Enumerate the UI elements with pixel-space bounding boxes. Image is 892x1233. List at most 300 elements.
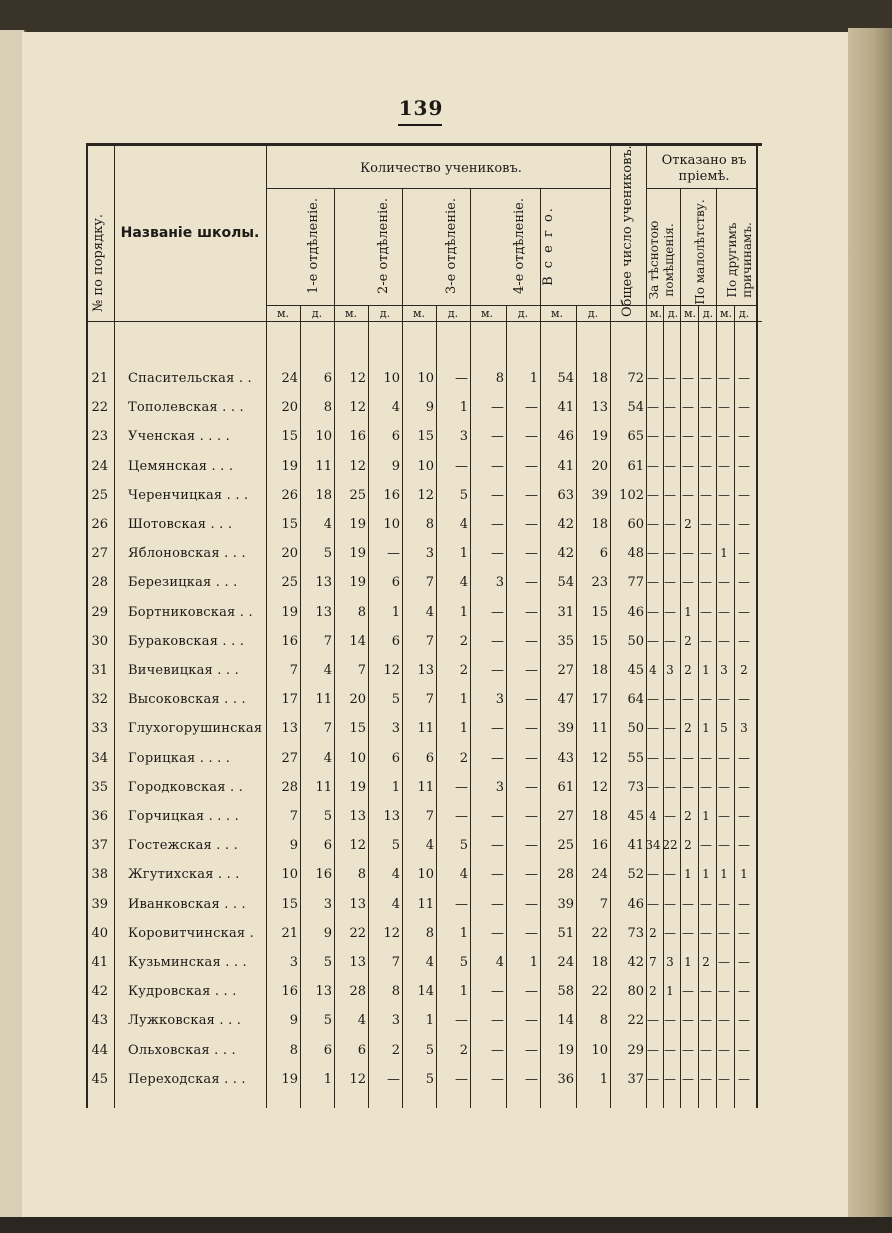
header-dept-4: 4-е отдѣленіе. [512,198,527,294]
data-cell: 6 [599,546,608,562]
data-cell: — [455,809,468,824]
school-name: Шотовская . . . [128,517,233,532]
data-cell: — [700,984,712,999]
data-cell: — [700,750,712,765]
data-cell: 7 [323,633,332,649]
data-cell: 18 [591,517,608,532]
data-cell: 9 [425,400,434,416]
data-cell: — [718,896,730,911]
data-cell: 4 [357,1013,366,1029]
data-cell: 2 [649,984,657,999]
data-cell: 13 [315,575,332,591]
data-cell: 11 [417,896,434,912]
data-cell: 13 [315,604,332,620]
data-cell: 2 [459,750,468,766]
data-cell: — [525,867,538,883]
data-cell: 18 [315,487,332,503]
data-cell: 16 [383,487,400,503]
table-row [86,805,762,829]
data-cell: 7 [289,663,298,678]
data-cell: — [682,575,694,590]
data-cell: 3 [740,721,748,736]
data-cell: 13 [417,663,434,678]
data-cell: 73 [627,779,644,795]
school-name: Глухогорушинская [128,721,263,737]
data-cell: 8 [357,604,366,620]
data-cell: 9 [391,458,400,474]
data-cell: — [491,925,504,941]
data-cell: — [525,429,538,445]
data-cell: 13 [349,809,366,824]
data-cell: — [738,517,750,531]
data-cell: 5 [391,838,400,854]
data-cell: — [664,779,676,794]
school-name: Коровитчинская . [128,925,254,941]
subheader-girls: д. [379,307,391,320]
data-cell: 1 [459,721,468,737]
data-cell: 22 [591,984,608,1000]
data-cell: 60 [627,517,644,532]
data-cell: — [647,692,659,707]
data-cell: — [491,546,504,562]
data-cell: 45 [627,809,644,824]
data-cell: 54 [627,400,644,416]
subheader-boys: м. [683,307,697,320]
data-cell: — [682,1071,694,1086]
data-cell: — [455,371,468,386]
data-cell: — [738,838,750,853]
data-cell: 2 [684,838,692,853]
data-cell: — [718,750,730,765]
data-cell: — [682,984,694,999]
data-cell: — [664,487,676,502]
data-cell: — [738,896,750,911]
data-cell: — [718,809,730,823]
data-cell: 7 [425,575,434,591]
subheader-girls: д. [667,307,679,320]
data-cell: — [682,692,694,707]
data-cell: 3 [720,663,728,677]
data-cell: 63 [557,487,574,503]
school-name: Тополевская . . . [128,400,244,416]
header-refused-space: За тѣснотою помѣщенія. [647,220,676,300]
school-name: Кудровская . . . [128,984,237,1000]
data-cell: — [664,458,676,473]
data-cell: 41 [557,458,574,474]
data-cell: — [718,1071,730,1086]
data-cell: 19 [349,779,366,795]
data-cell: 16 [591,838,608,854]
data-cell: 39 [557,721,574,737]
data-cell: — [455,779,468,795]
table-row [86,893,762,917]
subheader-boys: м. [719,307,733,320]
table-row [86,688,762,712]
data-cell: 8 [425,925,434,941]
data-cell: — [738,604,750,619]
data-cell: 2 [684,809,692,823]
data-cell: 25 [281,575,298,591]
data-cell: 51 [557,925,574,941]
data-cell: 27 [281,750,298,766]
data-cell: — [647,517,659,531]
data-cell: — [738,750,750,765]
data-cell: 3 [323,896,332,912]
row-number: 24 [91,458,108,474]
data-cell: 10 [417,867,434,883]
data-cell: — [525,663,538,678]
subheader-line [266,305,756,306]
data-cell: 80 [627,984,644,1000]
header-dept-3: 3-е отдѣленіе. [444,198,459,294]
data-cell: 7 [425,809,434,824]
header-school-name: Названіе школы. [120,225,260,241]
school-name: Жгутихская . . . [128,867,240,883]
data-cell: — [664,429,676,444]
table-row [86,367,762,391]
data-cell: — [700,925,712,940]
data-cell: — [738,400,750,415]
data-cell: 12 [349,458,366,474]
data-cell: 6 [323,838,332,854]
data-cell: 2 [649,925,657,940]
data-cell: 19 [281,458,298,474]
data-cell: 1 [459,692,468,708]
table-row [86,630,762,654]
data-cell: 5 [425,1071,434,1087]
data-cell: 12 [591,779,608,795]
data-cell: — [647,400,659,415]
data-cell: 1 [459,400,468,416]
data-cell: 18 [591,955,608,970]
data-cell: 34 [645,838,661,853]
data-cell: 4 [459,517,468,532]
data-cell: 1 [720,546,728,561]
data-cell: 1 [702,663,710,677]
data-cell: 39 [591,487,608,503]
data-cell: 10 [315,429,332,445]
data-cell: — [491,750,504,766]
row-number: 26 [91,517,108,532]
data-cell: — [647,1013,659,1028]
data-cell: — [718,955,730,969]
row-number: 36 [91,809,108,824]
data-cell: 6 [323,1042,332,1058]
row-number: 45 [91,1071,108,1087]
data-cell: 1 [684,604,692,619]
data-cell: — [738,779,750,794]
data-cell: 2 [684,633,692,648]
row-number: 33 [91,721,108,737]
header-refused-age: По малолѣтству. [693,199,707,305]
data-cell: 50 [627,721,644,737]
page-edges [848,28,892,1233]
school-name: Горчицкая . . . . [128,809,239,824]
data-cell: 6 [323,371,332,386]
data-cell: 2 [459,633,468,649]
school-name: Вичевицкая . . . [128,663,239,678]
data-cell: 1 [323,1071,332,1087]
data-cell: 54 [557,371,574,386]
header-bottom-border [86,321,762,322]
data-cell: — [491,663,504,678]
data-cell: — [700,896,712,911]
row-number: 23 [91,429,108,445]
row-number: 29 [91,604,108,620]
data-cell: 2 [702,955,710,969]
data-cell: — [525,1071,538,1087]
table-row [86,455,762,479]
data-cell: — [718,1042,730,1057]
data-cell: — [718,779,730,794]
data-cell: — [718,838,730,853]
data-cell: — [700,487,712,502]
row-number: 32 [91,692,108,708]
data-cell: 39 [557,896,574,912]
data-cell: 4 [649,663,657,677]
data-cell: 10 [417,458,434,474]
data-cell: 11 [315,458,332,474]
data-cell: — [718,400,730,415]
data-cell: — [647,458,659,473]
data-cell: 3 [495,692,504,708]
data-cell: — [647,1042,659,1057]
data-cell: 25 [557,838,574,854]
data-cell: — [738,1071,750,1086]
data-cell: — [647,575,659,590]
data-cell: — [491,984,504,1000]
data-cell: 15 [281,896,298,912]
data-cell: — [525,575,538,591]
data-cell: 12 [591,750,608,766]
data-cell: 23 [591,575,608,591]
data-cell: 7 [649,955,657,969]
school-name: Бураковская . . . [128,633,245,649]
data-cell: 20 [591,458,608,474]
school-name: Ольховская . . . [128,1042,236,1058]
data-cell: — [525,750,538,766]
data-cell: 7 [289,809,298,824]
data-cell: 11 [417,721,434,737]
data-cell: — [525,546,538,562]
data-cell: — [664,575,676,590]
data-cell: 24 [557,955,574,970]
data-cell: 5 [459,955,468,970]
data-cell: — [700,371,712,385]
table-row [86,601,762,625]
data-cell: — [664,1071,676,1086]
data-cell: — [700,604,712,619]
data-cell: — [738,371,750,385]
data-cell: 10 [281,867,298,883]
row-number: 35 [91,779,108,795]
data-cell: — [718,517,730,531]
school-name: Лужковская . . . [128,1013,242,1029]
data-cell: 19 [281,1071,298,1087]
subheader-boys: м. [480,307,494,320]
data-cell: 12 [349,838,366,854]
subheader-girls: д. [702,307,714,320]
data-cell: — [700,1013,712,1028]
data-cell: — [491,487,504,503]
data-cell: — [647,371,659,385]
refused-group-underline [646,188,756,189]
data-cell: 22 [349,925,366,941]
data-cell: — [738,487,750,502]
school-name: Черенчицкая . . . [128,487,249,503]
data-cell: 7 [599,896,608,912]
data-cell: 12 [417,487,434,503]
data-cell: 7 [323,721,332,737]
data-cell: 19 [349,575,366,591]
data-cell: 3 [391,1013,400,1029]
data-cell: — [647,750,659,765]
data-cell: — [491,633,504,649]
data-cell: 4 [391,867,400,883]
data-cell: — [491,1071,504,1087]
data-cell: — [491,809,504,824]
data-cell: 1 [529,371,538,386]
data-cell: 1 [391,779,400,795]
data-cell: 10 [591,1042,608,1058]
school-name: Кузьминская . . . [128,955,247,970]
data-cell: — [738,546,750,561]
data-cell: 5 [720,721,728,736]
data-cell: 7 [425,692,434,708]
data-cell: — [525,487,538,503]
data-cell: 3 [425,546,434,562]
data-cell: 42 [557,517,574,532]
data-cell: — [525,517,538,532]
table-row [86,513,762,537]
data-cell: 1 [702,809,710,823]
data-cell: 41 [557,400,574,416]
data-cell: 6 [391,575,400,591]
table-row [86,571,762,595]
data-cell: 46 [627,604,644,620]
data-cell: — [647,429,659,444]
data-cell: 1 [459,546,468,562]
data-cell: 4 [425,838,434,854]
data-cell: 22 [627,1013,644,1029]
data-cell: 42 [627,955,644,970]
data-cell: — [664,809,676,823]
data-cell: 1 [720,867,728,882]
school-statistics-table [86,143,762,1113]
data-cell: 4 [391,400,400,416]
data-cell: — [647,867,659,882]
subheader-girls: д. [517,307,529,320]
data-cell: — [682,546,694,561]
data-cell: — [738,1042,750,1057]
header-row-number: № по порядку. [91,214,106,312]
data-cell: 55 [627,750,644,766]
data-cell: 5 [323,809,332,824]
data-cell: 12 [349,1071,366,1087]
data-cell: 18 [591,663,608,678]
data-cell: 2 [391,1042,400,1058]
data-cell: 19 [281,604,298,620]
data-cell: 5 [323,1013,332,1029]
data-cell: 22 [662,838,678,853]
data-cell: — [682,400,694,415]
data-cell: 14 [557,1013,574,1029]
data-cell: 1 [702,721,710,736]
data-cell: 3 [391,721,400,737]
header-students-count: Количество учениковъ. [360,161,522,176]
data-cell: — [491,1013,504,1029]
school-name: Иванковская . . . [128,896,246,912]
data-cell: — [491,517,504,532]
header-total: В с е г о. [541,206,556,286]
data-cell: — [738,955,750,969]
data-cell: 12 [349,371,366,386]
data-cell: 1 [599,1071,608,1087]
data-cell: 9 [289,838,298,854]
data-cell: — [718,1013,730,1028]
row-number: 34 [91,750,108,766]
row-number: 22 [91,400,108,416]
data-cell: — [700,1042,712,1057]
data-cell: 19 [557,1042,574,1058]
data-cell: 8 [495,371,504,386]
school-name: Березицкая . . . [128,575,238,591]
row-number: 44 [91,1042,108,1058]
data-cell: — [525,604,538,620]
data-cell: — [525,984,538,1000]
data-cell: 8 [357,867,366,883]
data-cell: 65 [627,429,644,445]
data-cell: 8 [289,1042,298,1058]
data-cell: — [718,633,730,648]
table-row [86,922,762,946]
data-cell: — [647,1071,659,1086]
page-number-underline [398,124,442,126]
data-cell: — [738,809,750,823]
data-cell: 27 [557,809,574,824]
data-cell: 14 [349,633,366,649]
school-name: Яблоновская . . . [128,546,246,562]
table-row [86,425,762,449]
data-cell: 2 [684,663,692,677]
data-cell: 16 [281,633,298,649]
data-cell: 10 [383,517,400,532]
school-name: Спасительская . . [128,371,252,386]
data-cell: 54 [557,575,574,591]
row-number: 28 [91,575,108,591]
subheader-girls: д. [587,307,599,320]
data-cell: 10 [417,371,434,386]
data-cell: 20 [349,692,366,708]
data-cell: — [664,400,676,415]
data-cell: 8 [323,400,332,416]
data-cell: — [664,896,676,911]
data-cell: — [718,692,730,707]
data-cell: 2 [740,663,748,677]
data-cell: 29 [627,1042,644,1058]
data-cell: — [491,458,504,474]
data-cell: 2 [459,663,468,678]
data-cell: 14 [417,984,434,1000]
data-cell: — [718,458,730,473]
data-cell: 3 [459,429,468,445]
data-cell: 4 [495,955,504,970]
data-cell: 1 [702,867,710,882]
data-cell: 25 [349,487,366,503]
data-cell: 19 [349,546,366,562]
data-cell: 18 [591,371,608,386]
data-cell: 2 [684,517,692,531]
